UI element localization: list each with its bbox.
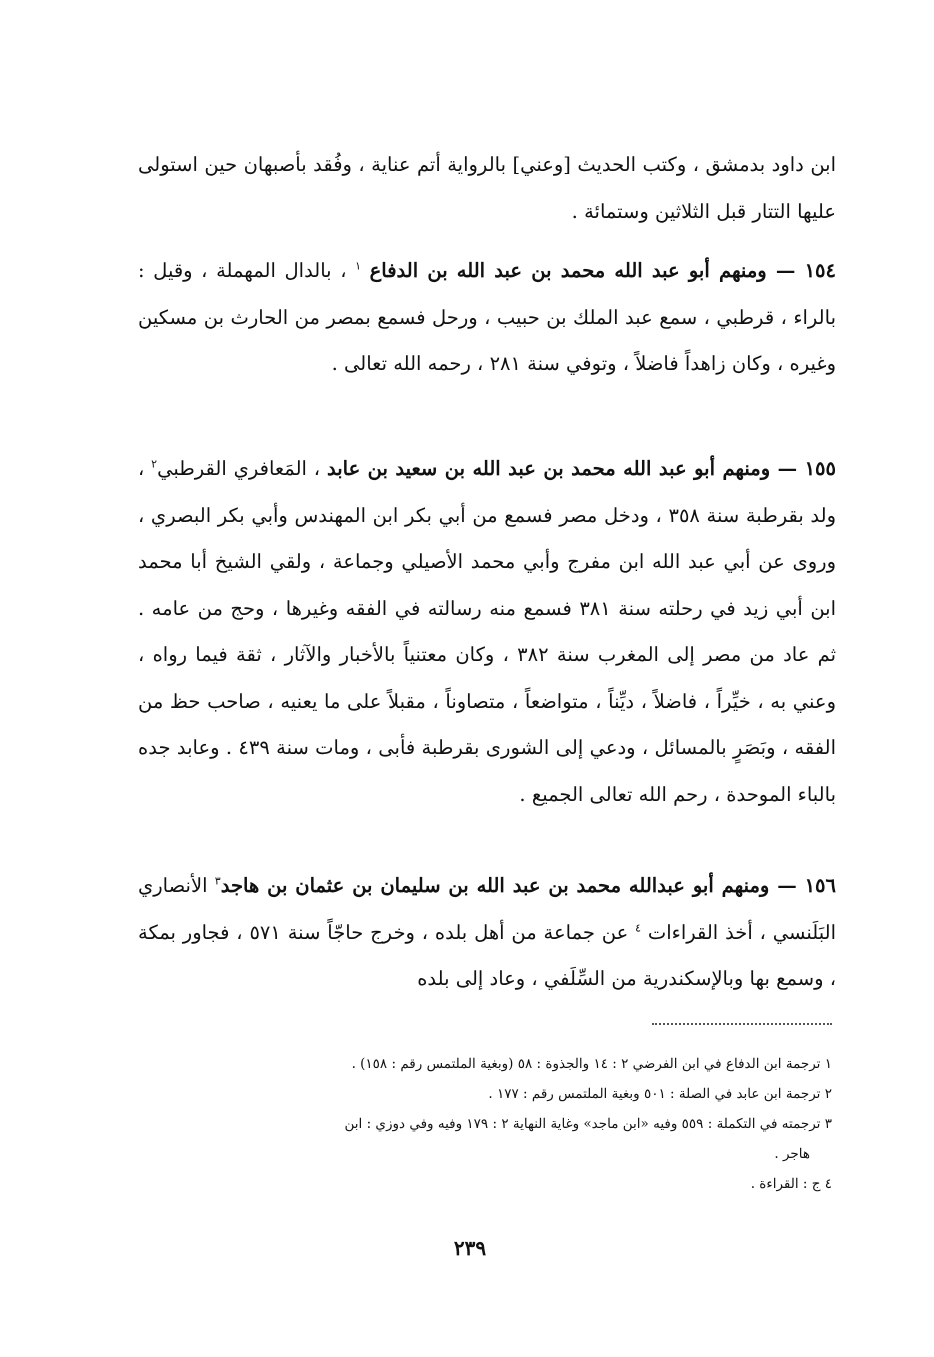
intro-paragraph — [138, 142, 836, 235]
entry-156 — [138, 863, 836, 1003]
footnote-divider — [652, 1023, 832, 1025]
entry-155-text-a: ، المَعافري القرطبي — [157, 457, 321, 480]
entry-155 — [138, 446, 836, 818]
entry-155-heading: ١٥٥ — ومنهم أبو عبد الله محمد بن عبد الله بن سعيد بن عابد — [326, 457, 836, 480]
entry-156-heading: ١٥٦ — ومنهم أبو عبدالله محمد بن عبد الله بن سليمان بن عثمان بن هاجد — [220, 874, 836, 897]
footnote-marker-1: ١ — [355, 259, 362, 273]
footnotes — [168, 1049, 832, 1199]
footnote-2: ٢ ترجمة ابن عابد في الصلة : ٥٠١ وبغية الملتمس رقم : ١٧٧ . — [488, 1086, 832, 1102]
footnote-1: ١ ترجمة ابن الدفاع في ابن الفرضي ٢ : ١٤ والجذوة : ٥٨ (وبغية الملتمس رقم : ١٥٨) . — [351, 1056, 832, 1072]
entry-156-text-a: الأنصاري البَلَنسي ، أخذ القراءات — [138, 874, 837, 944]
entry-155-text-b: ، ولد بقرطبة سنة ٣٥٨ ، ودخل مصر فسمع من أبي بكر ابن المهندس وأبي بكر البصري ، وروى عن أبي عبد الله ابن مفرج وأبي محمد الأصيلي وجماعة ، ولقي الشيخ أبا محمد ابن أبي زيد في رحلته سنة ٣٨١ فسمع منه رسالته في الفقه وغيرها ، وحج من عامه . ثم عاد من مصر إلى المغرب سنة ٣٨٢ ، وكان معتنياً بالأخبار والآثار ، ثقة فيما رواه ، وعني به ، خيِّراً ، فاضلاً ، ديِّناً ، متواضعاً ، متصاوناً ، مقبلاً على ما يعنيه ، صاحب حظ من الفقه ، وبَصَرٍ بالمسائل ، ودعي إلى الشورى بقرطبة فأبى ، ومات سنة ٤٣٩ . وعابد جده بالباء الموحدة ، رحم الله تعالى الجميع . — [138, 457, 837, 806]
entry-156-text-b: عن جماعة من أهل بلده ، وخرج حاجّاً سنة ٥٧١ ، فجاور بمكة ، وسمع بها وبالإسكندرية من السِّلَفي ، وعاد إلى بلده — [138, 920, 836, 990]
intro-line-1: ابن داود بدمشق ، وكتب الحديث [وعني] بالرواية أتم عناية ، وفُقد بأصبهان — [243, 153, 837, 176]
footnote-marker-4: ٤ — [635, 921, 642, 934]
entry-154-text: ، بالدال المهملة ، وقيل : بالراء ، قرطبي ، سمع عبد الملك بن حبيب ، ورحل فسمع بمصر من الحارث بن مسكين وغيره ، وكان زاهداً فاضلاً ، وتوفي سنة ٢٨١ ، رحمه الله تعالى . — [138, 259, 836, 375]
footnote-marker-2: ٢ — [151, 457, 158, 471]
entry-154 — [138, 248, 836, 388]
footnote-marker-3: ٣ — [214, 874, 221, 888]
entry-154-heading: ١٥٤ — ومنهم أبو عبد الله محمد بن عبد الله بن الدفاع — [369, 259, 836, 282]
intro-line-2: حين استولى عليها التتار قبل الثلاثين وستمائة . — [138, 153, 836, 223]
page-number: ٢٣٩ — [453, 1236, 487, 1260]
footnote-3: ٣ ترجمته في التكملة : ٥٥٩ وفيه «ابن ماجد» وغاية النهاية ٢ : ١٧٩ وفيه وفي دوزي : ابن — [344, 1116, 832, 1132]
footnote-3-continuation: هاجر . — [774, 1146, 810, 1162]
footnote-4: ٤ ج : القراءة . — [750, 1176, 832, 1192]
